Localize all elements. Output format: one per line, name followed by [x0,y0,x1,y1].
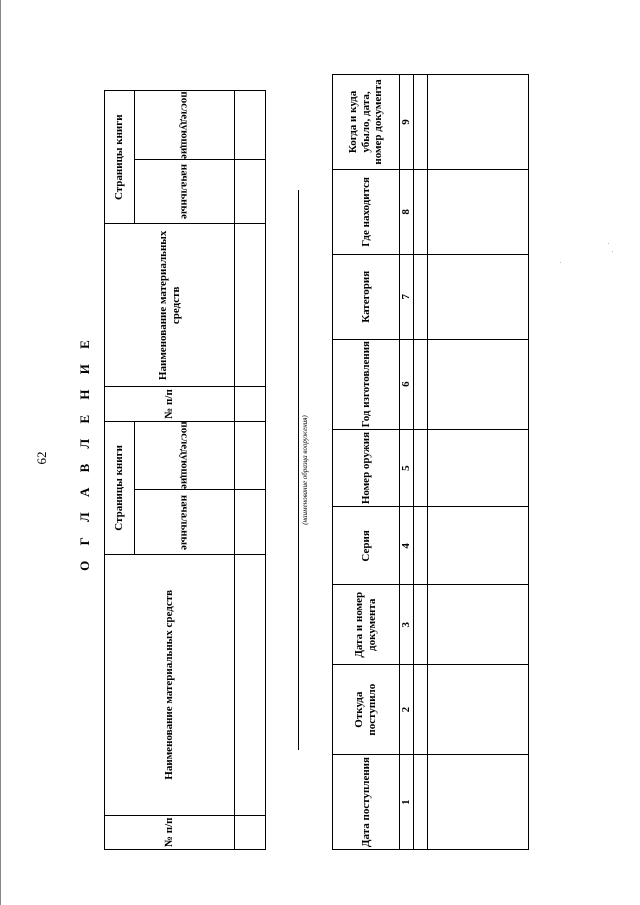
register-cell [428,755,529,850]
toc-header-end-right [135,91,235,160]
register-col-number: 9 [400,75,414,170]
register-cell [414,429,428,507]
toc-cell [235,555,266,815]
toc-header-start-right [135,159,235,224]
register-header-weapon-number: Номер оружия [333,429,400,507]
toc-header-num-right: № п/п [105,387,235,421]
register-col-number: 3 [400,585,414,665]
register-cell [428,429,529,507]
register-col-number: 5 [400,429,414,507]
register-cell [428,339,529,429]
register-cell [414,585,428,665]
toc-header-pages-right: Страницы книги [105,91,135,224]
register-header-category: Категория [333,254,400,339]
toc-cell [235,815,266,849]
register-table [332,74,529,850]
toc-end-label: последующие [178,421,191,490]
register-cell [414,254,428,339]
register-col-number: 6 [400,339,414,429]
caption-line [298,190,299,750]
toc-header-end-left [135,421,235,490]
register-cell [414,169,428,254]
register-cell [428,254,529,339]
register-cell [428,585,529,665]
register-col-number: 8 [400,169,414,254]
toc-cell [235,224,266,387]
toc-cell [235,490,266,555]
register-header-series: Серия [333,507,400,585]
register-cell [428,665,529,755]
register-col-number: 2 [400,665,414,755]
toc-end-label: последующие [178,91,191,159]
register-col-number: 7 [400,254,414,339]
register-col-number: 4 [400,507,414,585]
scan-speck [612,251,613,252]
register-cell [414,755,428,850]
register-cell [414,339,428,429]
page-number: 62 [34,451,49,465]
register-header-year: Год изготовления [333,339,400,429]
register-header-from: Откуда поступило [333,665,400,755]
register-header-date: Дата поступления [333,755,400,850]
register-header-document: Дата и номер документа [333,585,400,665]
toc-header-name-left: Наименование материальных средств [105,555,235,815]
register-header-departure: Когда и куда убыло, дата, номер документа [333,75,400,170]
register-cell [414,507,428,585]
register-cell [428,75,529,170]
toc-start-label: начальные [178,494,191,550]
register-cell [428,507,529,585]
toc-cell [235,387,266,421]
weapon-sample-caption: (наименование образца вооружения) [301,415,309,525]
toc-table [104,90,266,850]
scan-speck [560,262,561,263]
scan-speck [608,243,609,244]
register-cell [414,75,428,170]
register-cell [428,169,529,254]
register-header-location: Где находится [333,169,400,254]
toc-header-pages-left: Страницы книги [105,421,135,554]
toc-header-num-left: № п/п [105,815,235,849]
toc-cell [235,421,266,490]
register-cell [414,665,428,755]
toc-cell [235,91,266,160]
toc-header-start-left [135,490,235,555]
toc-cell [235,159,266,224]
register-col-number: 1 [400,755,414,850]
toc-title: О Г Л А В Л Е Н И Е [77,334,92,571]
toc-start-label: начальные [178,164,191,220]
toc-header-name-right: Наименование материальных средств [105,224,235,387]
